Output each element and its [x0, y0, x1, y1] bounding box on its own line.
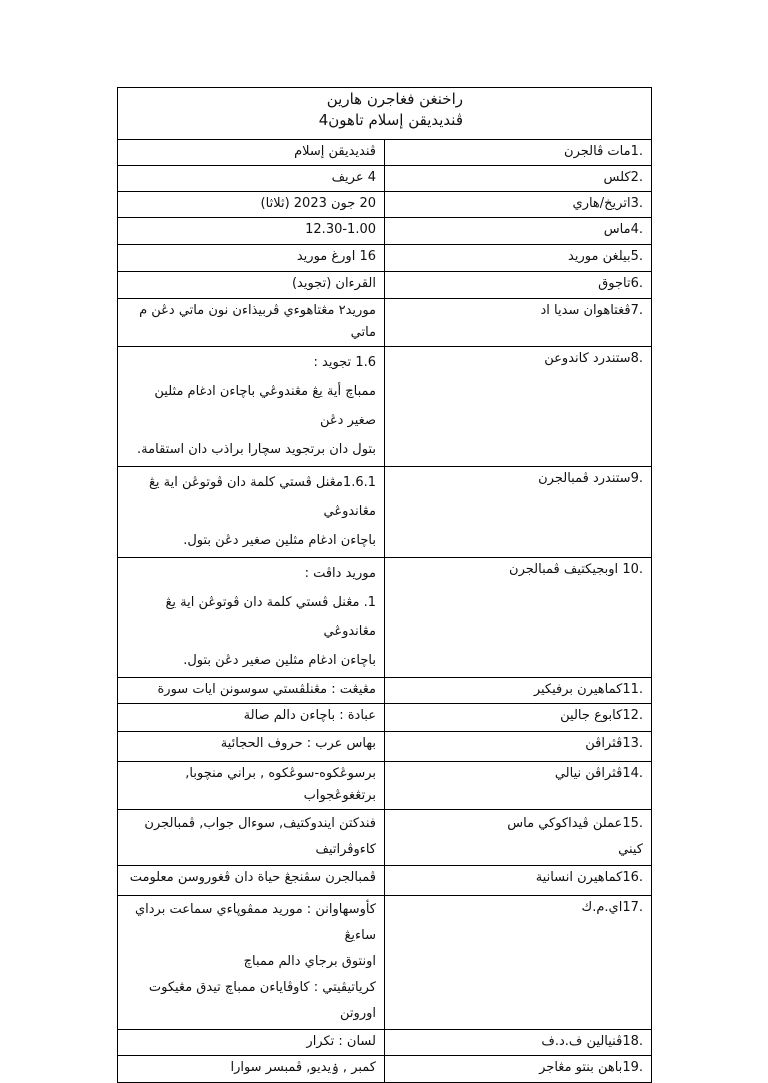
title-cell	[118, 88, 652, 140]
value-line: ممباچ أية يڠ مڠندوڠي باچاءن ادغام مثلين صغير دڠن	[154, 384, 376, 428]
row-value: ڤمبالجرن سڤنجڠ حياة دان ڤغوروسن معلومت	[118, 866, 385, 896]
label-line: كيني	[618, 842, 643, 857]
row-label: .8ستندرد كاندوعن	[385, 347, 652, 467]
document-subtitle: ڤنديديقن إسلام تاهون4	[318, 111, 463, 129]
row-value: لسان : تكرار	[118, 1030, 385, 1056]
table-row	[118, 245, 652, 272]
lesson-plan-page	[117, 87, 652, 1083]
row-label: .4ماس	[385, 218, 652, 245]
row-value	[118, 558, 385, 678]
value-line: 1.6.1مڠنل ڤستي كلمة دان ڤوتوڠن اية يڠ مڠاندوڠي	[148, 475, 376, 519]
row-value: 16 اورغ موريد	[118, 245, 385, 272]
value-line: باچاءن ادغام مثلين صغير دڠن بتول.	[183, 653, 376, 668]
value-line: فندكتن ايندوكتيف, سوءال جواب, ڤمبالجرن	[144, 816, 376, 831]
value-line: كأوسهاوانن : موريد ممڤوڽاءي سماعت برداي ساءيڠ	[134, 902, 376, 943]
title-row	[118, 88, 652, 140]
row-value: 12.30-1.00	[118, 218, 385, 245]
row-label: .14ڤثراڤن نيالي	[385, 762, 652, 810]
row-value: موريد٢ مڠتاهوءي ڤربيذاءن نون ماتي دڠن م ماتي	[118, 299, 385, 347]
row-label: .17اي.م.ك	[385, 896, 652, 1030]
row-value	[118, 810, 385, 866]
row-label	[385, 810, 652, 866]
row-value	[118, 347, 385, 467]
row-value: كمبر , ۏيديو, ڤمبسر سوارا	[118, 1056, 385, 1083]
value-line: بتول دان برتجويد سچارا براذب دان استقامة.	[137, 442, 376, 457]
value-line: كرياتيڤيتي : كاوڤاياءن ممباچ تيدق مڠيكوت اوروتن	[148, 980, 376, 1021]
row-label: .19باهن بنتو مڠاجر	[385, 1056, 652, 1083]
row-value: القرءان (تجويد)	[118, 272, 385, 299]
row-label: .9ستندرد ڤمبالجرن	[385, 467, 652, 558]
row-label: .3اتريخ/هاري	[385, 192, 652, 218]
row-label: .10 اوبجيكتيف ڤمبالجرن	[385, 558, 652, 678]
table-row	[118, 467, 652, 558]
table-row	[118, 166, 652, 192]
label-line: .15عملن ڤيداكوكي ماس	[507, 816, 643, 831]
table-row	[118, 866, 652, 896]
table-row	[118, 299, 652, 347]
table-row	[118, 140, 652, 166]
value-line: موريد داڤت :	[304, 566, 376, 581]
row-label: .16كماهيرن انسانية	[385, 866, 652, 896]
table-row	[118, 1030, 652, 1056]
lesson-plan-table	[117, 87, 652, 1083]
row-label: .6تاجوق	[385, 272, 652, 299]
value-line: 1.6 تجويد :	[313, 355, 376, 370]
table-row	[118, 704, 652, 732]
row-value: 20 جون 2023 (ثلاثا)	[118, 192, 385, 218]
row-value: مڠيڠت : مڠنلڤستي سوسونن ايات سورة	[118, 678, 385, 704]
table-row	[118, 896, 652, 1030]
value-line: 1. مڠنل ڤستي كلمة دان ڤوتوڠن اية يڠ مڠاندوڠي	[165, 595, 376, 639]
row-value: برسوڠكوه-سوڠكوه , براني منچوبا, برتڠغوڠجواب	[118, 762, 385, 810]
row-label: .2كلس	[385, 166, 652, 192]
table-row	[118, 192, 652, 218]
table-row	[118, 218, 652, 245]
row-value	[118, 467, 385, 558]
row-label: .13ڤثراڤن	[385, 732, 652, 762]
row-value	[118, 896, 385, 1030]
table-row	[118, 272, 652, 299]
table-row	[118, 810, 652, 866]
table-row	[118, 732, 652, 762]
row-label: .11كماهيرن برفيكير	[385, 678, 652, 704]
row-label: .1مات ڤالجرن	[385, 140, 652, 166]
row-value: 4 عريف	[118, 166, 385, 192]
value-line: كاءوڤراتيف	[315, 842, 376, 857]
table-row	[118, 1056, 652, 1083]
value-line: اونتوق برجاي دالم ممباچ	[243, 954, 376, 969]
row-label: .18ڤنيالين ف.د.ف	[385, 1030, 652, 1056]
table-row	[118, 762, 652, 810]
document-title: راخنغن فغاجرن هارين	[326, 90, 463, 108]
row-value: عبادة : باچاءن دالم صالة	[118, 704, 385, 732]
table-row	[118, 678, 652, 704]
row-label: .5بيلغن موريد	[385, 245, 652, 272]
table-row	[118, 558, 652, 678]
row-label: .12كابوع جالين	[385, 704, 652, 732]
table-row	[118, 347, 652, 467]
row-value: بهاس عرب : حروف الحجائية	[118, 732, 385, 762]
value-line: باچاءن ادغام مثلين صغير دڠن بتول.	[183, 533, 376, 548]
row-label: .7ڤغتاهوان سديا اد	[385, 299, 652, 347]
row-value: ڤنديديقن إسلام	[118, 140, 385, 166]
